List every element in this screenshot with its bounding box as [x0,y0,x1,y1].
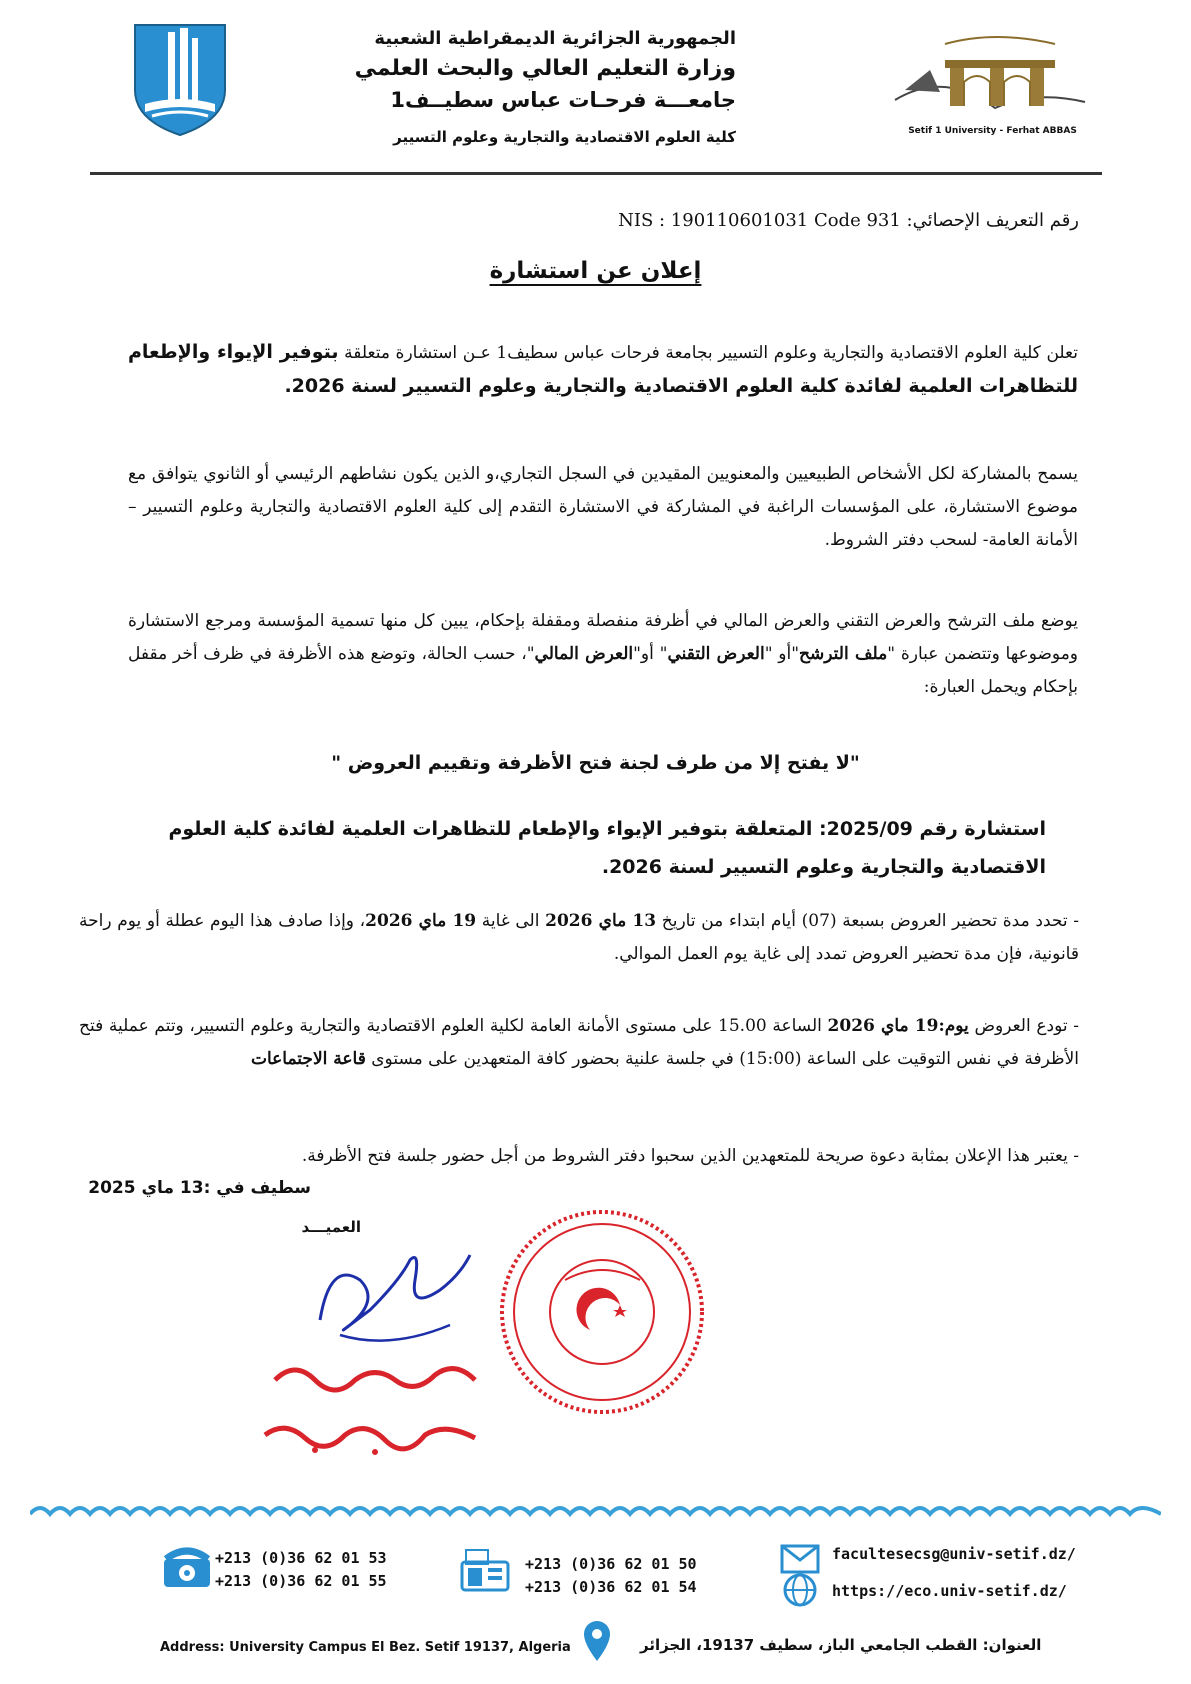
footer-wave-border [30,1500,1161,1522]
paragraph-eligibility: يسمح بالمشاركة لكل الأشخاص الطبيعيين والمعنويين المقيدين في السجل التجاري،و الذين يكون نشاطهم الرئيسي أو الثانوي يتوافق مع موضوع الاستشارة، على المؤسسات الراغبة في المشاركة في الاستشارة التقدم إلى كلية العلوم الاقتصادية والتجارية وعلوم التسيير – الأمانة العامة- لسحب دفتر الشروط. [128,464,1078,550]
dean-label: العميـــد [301,1218,361,1236]
deadline-paragraph [79,905,1079,971]
deposit-text-2: الساعة 15.00 على مستوى الأمانة العامة لكلية العلوم الاقتصادية والتجارية وعلوم التسيير، وتتم عملية فتح الأظرفة في نفس التوقيت على الساعة (15:00) في جلسة علنية بحضور كافة المتعهدين على مستوى [79,1016,1079,1069]
address-arabic: العنوان: القطب الجامعي الباز، سطيف 19137، الجزائر [640,1636,1042,1654]
dean-signature [310,1240,480,1360]
deposit-paragraph [79,1010,1079,1076]
official-stamp [495,1205,710,1420]
university-logo-icon [130,20,230,140]
header-divider [90,172,1102,175]
setif-university-logo [885,30,1100,140]
globe-icon [782,1572,818,1608]
address-english: Address: University Campus El Bez. Setif 19137, Algeria [160,1640,571,1655]
location-pin-icon [582,1620,612,1662]
deadline-text-1: - تحدد مدة تحضير العروض بسبعة (07) أيام ابتداء من تاريخ [656,911,1079,931]
paragraph-envelopes [128,605,1078,704]
envelopes-text-2: "أو " [764,644,800,664]
deposit-date: يوم:19 ماي 2026 [827,1016,969,1036]
website-link[interactable]: https://eco.univ-setif.dz/ [832,1582,1067,1600]
deadline-end-date: 19 ماي 2026 [365,911,477,931]
fax-number-1: +213 (0)36 62 01 50 [525,1555,697,1573]
right-logo-caption: Setif 1 University - Ferhat ABBAS [908,126,1077,136]
phone-number-1: +213 (0)36 62 01 53 [215,1549,387,1567]
paragraph-announcement-text: تعلن كلية العلوم الاقتصادية والتجارية وعلوم التسيير بجامعة فرحات عباس سطيف1 عـن استشارة متعلقة [338,343,1078,363]
setif-ruins-logo-icon [885,30,1100,122]
signoff-date: سطيف في :13 ماي 2025 [88,1178,311,1198]
document-title: إعلان عن استشارة [489,258,702,284]
statistical-id: رقم التعريف الإحصائي: NIS : 190110601031 Code 931 [618,210,1079,231]
university-name: جامعـــة فرحـات عباس سطيــف1 [390,88,736,112]
deadline-start-date: 13 ماي 2026 [545,911,657,931]
envelopes-bold-2: العرض التقني [667,644,765,664]
paragraph-announcement-subject: بتوفير الإيواء والإطعام للتظاهرات العلمية لفائدة كلية العلوم الاقتصادية والتجارية وعلوم التسيير لسنة 2026. [128,341,1078,397]
email-link[interactable]: facultesecsg@univ-setif.dz/ [832,1545,1076,1563]
ministry-name: وزارة التعليم العالي والبحث العلمي [354,56,736,81]
envelopes-text-3: " أو" [633,644,668,664]
envelopes-text-4: "، حسب الحالة، وتوضع هذه الأظرفة في ظرف أخر مقفل بإحكام ويحمل العبارة: [128,644,1078,697]
consultation-reference: استشارة رقم 2025/09: المتعلقة بتوفير الإيواء والإطعام للتظاهرات العلمية لفائدة كلية العلوم الاقتصادية والتجارية وعلوم التسيير لسنة 2026. [168,818,1046,878]
phone-icon [160,1545,214,1589]
deadline-text-3: ، وإذا صادف هذا اليوم عطلة أو يوم راحة قانونية، فإن مدة تحضير العروض تمدد إلى غاية يوم العمل الموالي. [79,911,1079,964]
faculty-name: كلية العلوم الاقتصادية والتجارية وعلوم التسيير [393,128,736,146]
deposit-text-1: - تودع العروض [968,1016,1079,1036]
republic-name: الجمهورية الجزائرية الديمقراطية الشعبية [374,28,736,49]
envelopes-bold-1: ملف الترشح [799,644,888,664]
invitation-paragraph: - يعتبر هذا الإعلان بمثابة دعوة صريحة للمتعهدين الذين سحبوا دفتر الشروط من أجل حضور جلسة فتح الأظرفة. [301,1146,1079,1166]
fax-icon [458,1548,512,1592]
dean-handwritten-name [255,1350,495,1470]
paragraph-announcement [128,336,1078,404]
envelopes-bold-3: العرض المالي [534,644,634,664]
deadline-text-2: الى غاية [476,911,546,931]
fax-number-2: +213 (0)36 62 01 54 [525,1578,697,1596]
email-icon [780,1540,820,1576]
meeting-room: قاعة الاجتماعات [250,1049,366,1069]
phone-number-2: +213 (0)36 62 01 55 [215,1572,387,1590]
envelopes-text-1: يوضع ملف الترشح والعرض التقني والعرض المالي في أظرفة منفصلة ومقفلة بإحكام، يبين كل منها تسمية المؤسسة ومرجع الاستشارة وموضوعها وتتضمن عبارة " [128,611,1079,664]
envelope-quote: "لا يفتح إلا من طرف لجنة فتح الأظرفة وتقييم العروض " [331,752,860,774]
